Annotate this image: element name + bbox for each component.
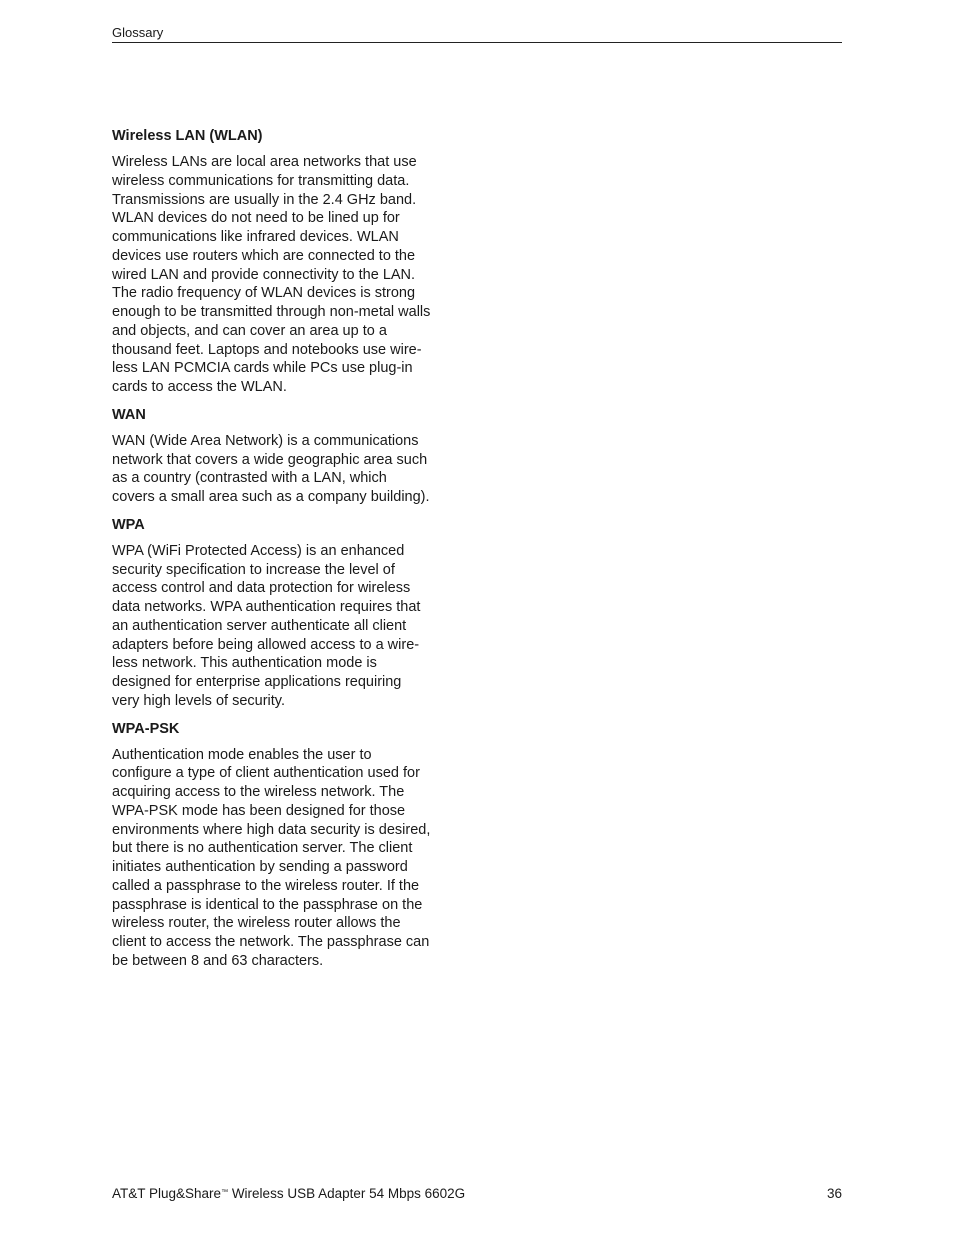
glossary-content <box>112 127 464 980</box>
page-number: 36 <box>826 1186 842 1201</box>
trademark-symbol: ™ <box>221 1189 229 1196</box>
glossary-entry-wpa <box>112 516 464 711</box>
glossary-entry-wpa-psk <box>112 720 464 971</box>
glossary-term: WPA <box>112 516 145 533</box>
glossary-entry-wan <box>112 406 464 507</box>
glossary-term: WAN <box>112 406 146 423</box>
glossary-definition: Wireless LANs are local area networks that use wireless communications for transmitting data. Transmissions are usually in the 2.4 GHz band. WLAN devices do not need to be lined up for communications like infrared devices. WLAN devices use routers which are connected to the wired LAN and provide connectivity to the LAN. The radio frequency of WLAN devices is strong enough to be transmitted through non-metal walls and objects, and can cover an area up to a thousand feet. Laptops and notebooks use wire- less LAN PCMCIA cards while PCs use plug-in cards to access the WLAN. <box>112 154 431 395</box>
glossary-term: WPA-PSK <box>112 720 180 737</box>
footer-title-suffix: Wireless USB Adapter 54 Mbps 6602G <box>228 1186 466 1201</box>
header-divider <box>112 42 842 43</box>
glossary-definition: Authentication mode enables the user to configure a type of client authentication used for acquiring access to the wireless network. The WPA-PSK mode has been designed for those environments where high data security is desired, but there is no authentication server. The client initiates authentication by sending a password called a passphrase to the wireless router. If the passphrase is identical to the passphrase on the wireless router, the wireless router allows the client to access the network. The passphrase can be between 8 and 63 characters. <box>112 746 431 969</box>
glossary-definition: WAN (Wide Area Network) is a communications network that covers a wide geographic area such as a country (contrasted with a LAN, which covers a small area such as a company building). <box>112 432 430 505</box>
glossary-term: Wireless LAN (WLAN) <box>112 128 263 144</box>
footer-product-title <box>112 1185 465 1202</box>
footer-title-prefix: AT&T Plug&Share <box>112 1186 222 1201</box>
glossary-entry-wlan <box>112 127 464 397</box>
glossary-definition: WPA (WiFi Protected Access) is an enhanced security specification to increase the level of access control and data protection for wireless data networks. WPA authentication requires that an authentication server authenticate all client adapters before being allowed access to a wire- less network. This authentication mode is designed for enterprise applications requiring very high levels of security. <box>112 542 421 709</box>
running-header: Glossary <box>112 25 164 40</box>
